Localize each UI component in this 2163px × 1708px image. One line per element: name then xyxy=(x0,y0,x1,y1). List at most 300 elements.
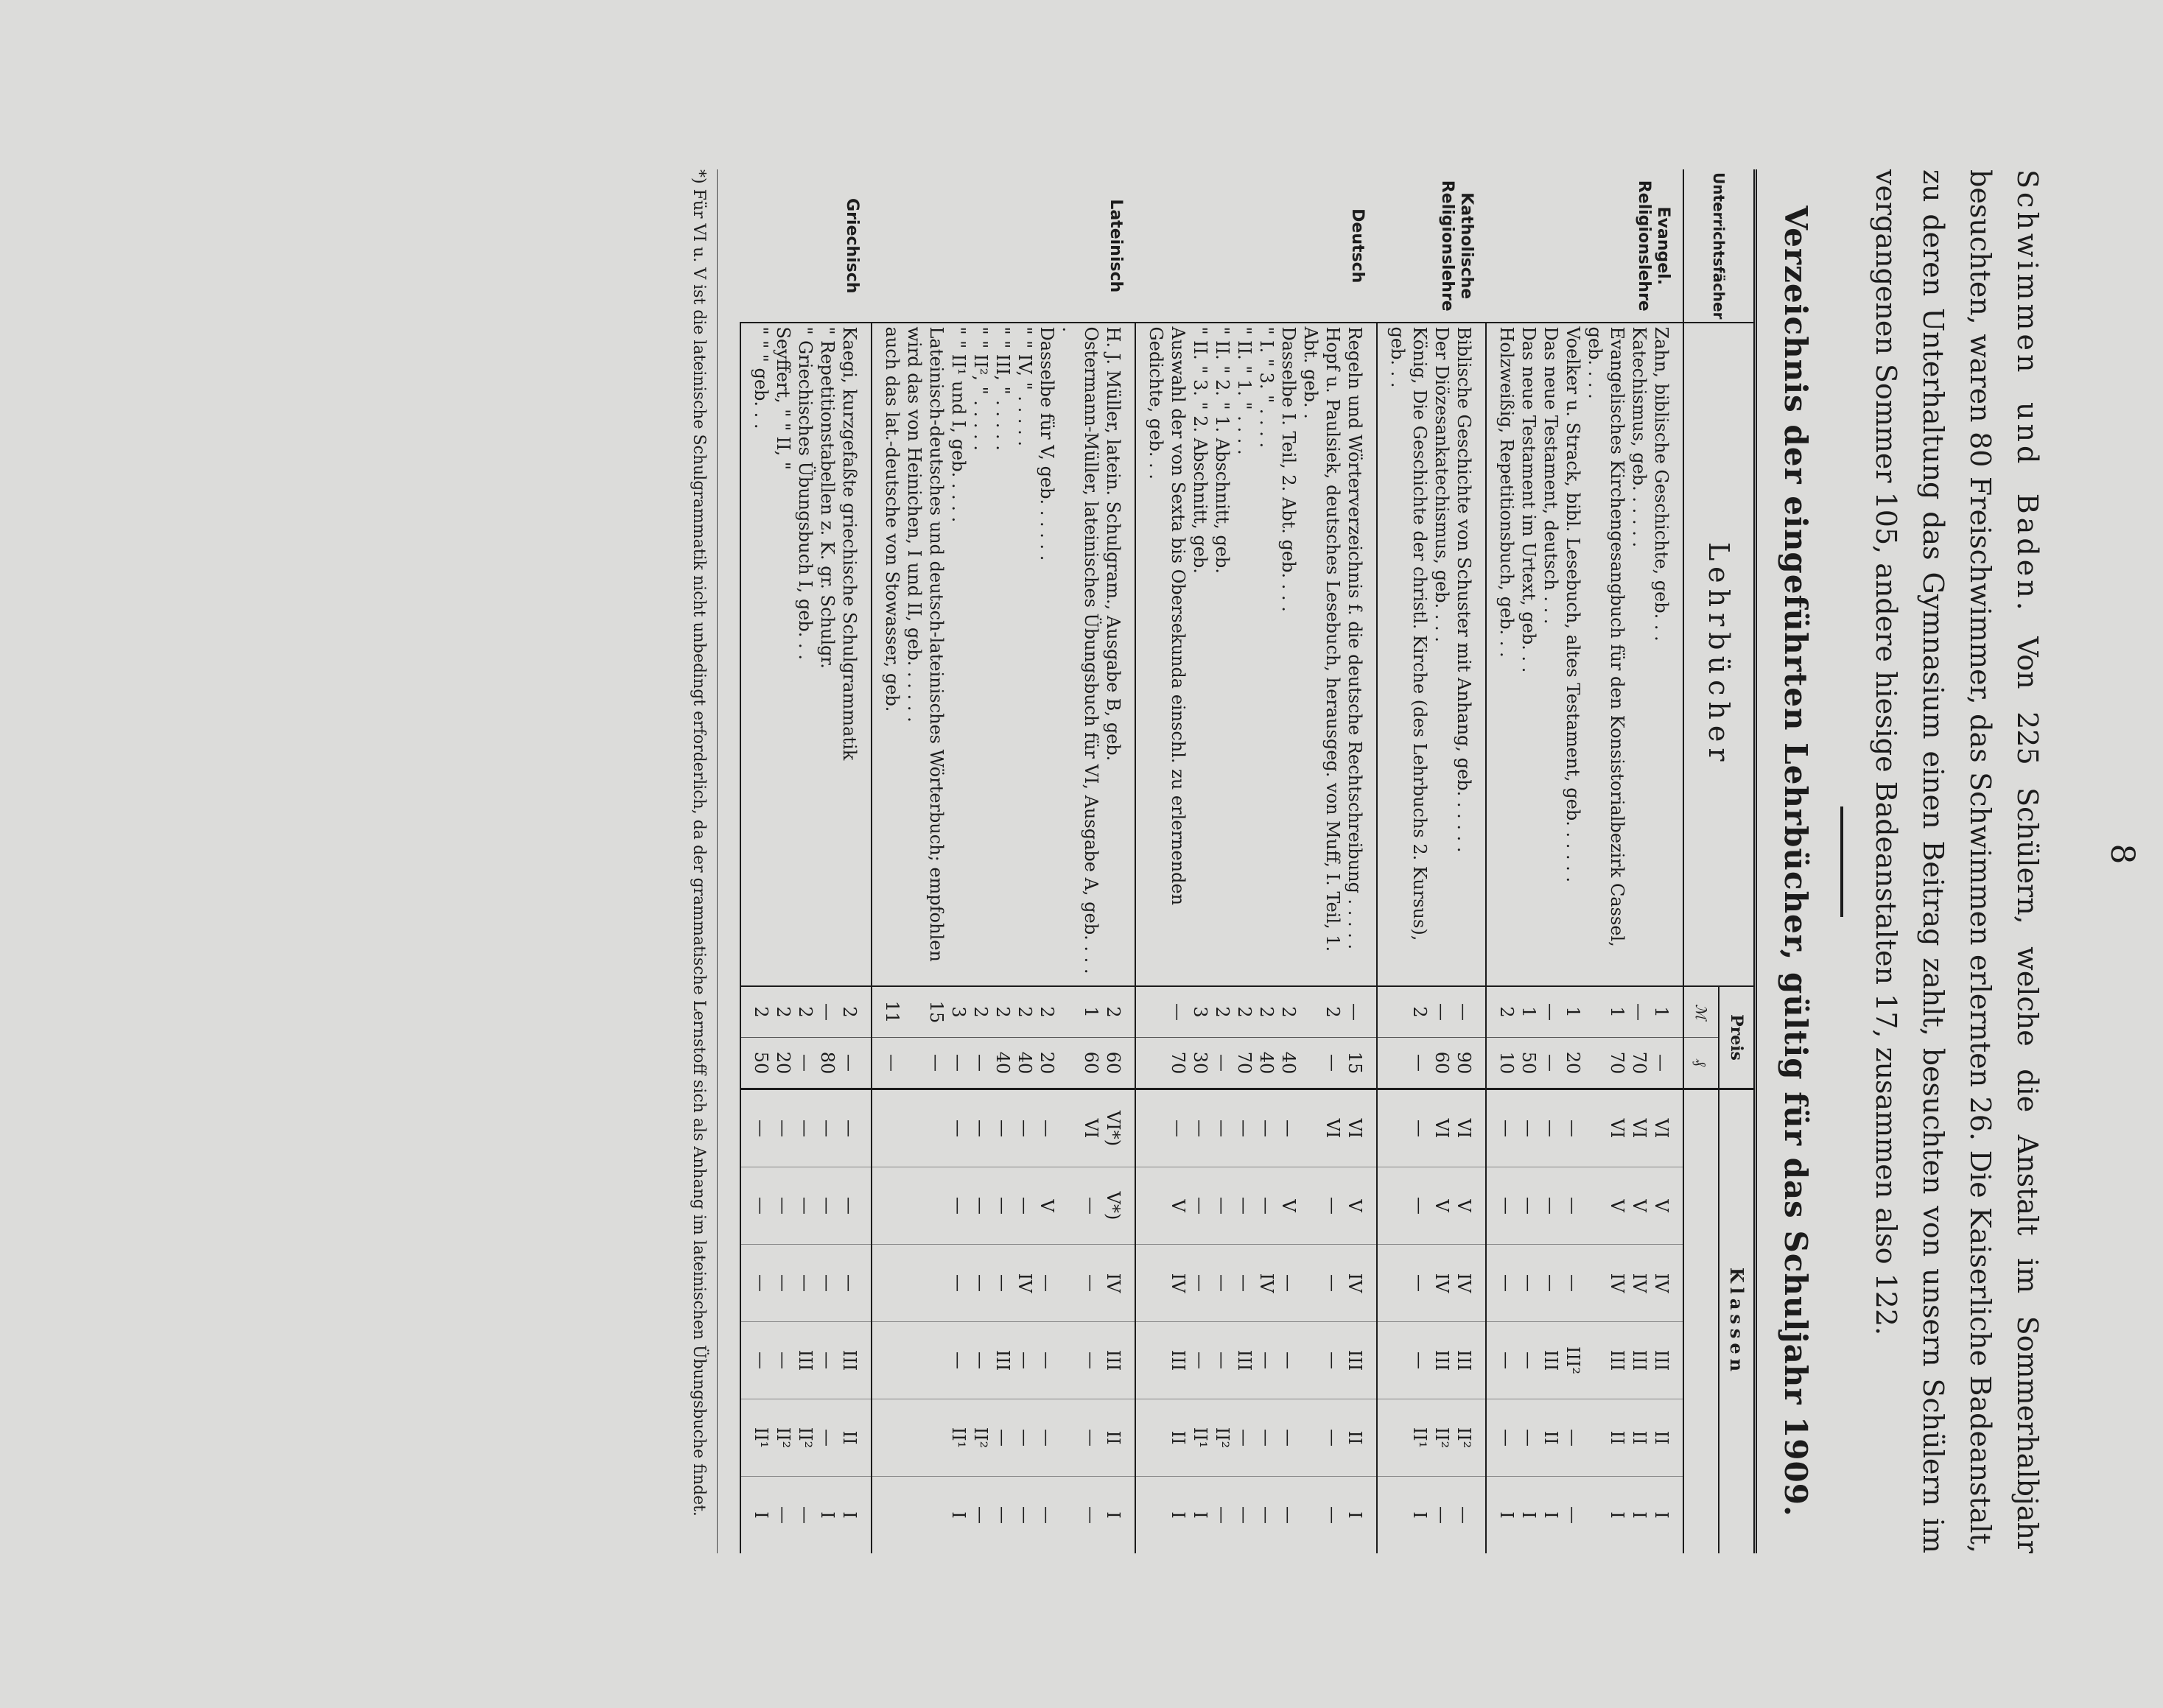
table-row xyxy=(740,169,772,1553)
class-cell: II¹ xyxy=(740,1399,772,1477)
intro-paragraph xyxy=(1862,169,2051,1553)
class-cell: II² xyxy=(1431,1399,1453,1477)
class-cell: IV xyxy=(1650,1245,1683,1322)
class-cell: IV xyxy=(1344,1245,1377,1322)
price-mark-cell: 1 xyxy=(1518,986,1540,1038)
table-row xyxy=(1036,169,1058,1553)
price-mark-cell: 2 xyxy=(794,986,816,1038)
class-cell: II xyxy=(1102,1399,1135,1477)
table-row xyxy=(772,169,794,1553)
class-cell: — xyxy=(772,1089,794,1167)
class-cell: — xyxy=(1036,1245,1058,1322)
price-pfennig-cell: 40 xyxy=(1255,1038,1277,1089)
table-row xyxy=(992,169,1014,1553)
class-cell: II² xyxy=(1453,1399,1486,1477)
class-cell: III xyxy=(794,1322,816,1399)
section-separator xyxy=(1840,806,1843,917)
price-mark-cell: — xyxy=(1344,986,1377,1038)
book-title-cell: Seyffert, " " II, " xyxy=(772,323,794,986)
class-cell: — xyxy=(740,1167,772,1245)
price-pfennig-cell: 20 xyxy=(772,1038,794,1089)
class-cell: — xyxy=(1518,1089,1540,1167)
book-title-cell: " Repetitionstabellen z. K. gr. Schulgr. xyxy=(816,323,838,986)
class-cell: I xyxy=(1518,1511,1539,1519)
class-cell: — xyxy=(1233,1245,1255,1322)
class-cell: I xyxy=(740,1477,772,1554)
class-cell: I xyxy=(817,1511,838,1519)
price-pfennig-cell: — xyxy=(1650,1038,1683,1089)
table-row xyxy=(1058,169,1102,1553)
class-cell: — xyxy=(970,1089,992,1167)
class-cell: — xyxy=(947,1322,970,1399)
class-cell: — xyxy=(1377,1089,1431,1167)
table-row xyxy=(1431,169,1453,1553)
class-cell: IV xyxy=(1135,1245,1189,1322)
class-cell: II¹ xyxy=(1377,1399,1431,1477)
table-row xyxy=(1102,169,1135,1553)
class-cell: — xyxy=(992,1245,1014,1322)
class-cell: — xyxy=(970,1322,992,1399)
class-cell: — xyxy=(816,1245,838,1322)
price-pfennig-cell: — xyxy=(794,1038,816,1089)
book-title-cell: Das neue Testament im Urtext, geb. . . xyxy=(1518,323,1540,986)
price-mark-cell: — xyxy=(1540,986,1562,1038)
class-cell: VI*) xyxy=(1102,1089,1135,1167)
price-pfennig-cell: 70 xyxy=(1135,1038,1189,1089)
price-pfennig-cell: — xyxy=(872,1038,903,1089)
class-cell xyxy=(872,1089,903,1167)
class-cell: — xyxy=(1255,1322,1277,1399)
class-cell: II² xyxy=(970,1399,992,1477)
class-cell: — xyxy=(1081,1506,1101,1524)
price-mark-cell: 2 xyxy=(772,986,794,1038)
price-pfennig-cell: 60 xyxy=(1058,1038,1102,1089)
class-cell: — xyxy=(1300,1322,1344,1399)
price-mark-cell: 1 xyxy=(1650,986,1683,1038)
price-pfennig-cell: 15 xyxy=(1344,1038,1377,1089)
book-title-cell: Voelker u. Strack, bibl. Lesebuch, altes Testament, geb. . . . . . xyxy=(1562,323,1584,986)
class-cell xyxy=(903,1477,947,1554)
price-pfennig-cell: — xyxy=(1377,1038,1431,1089)
class-cell xyxy=(872,1167,903,1245)
price-mark-cell: 1 xyxy=(1584,986,1628,1038)
book-title-cell: Der Diözesankatechismus, geb. . . . xyxy=(1431,323,1453,986)
price-pfennig-cell: 70 xyxy=(1584,1038,1628,1089)
class-cell: I xyxy=(1190,1511,1210,1519)
class-cell: III xyxy=(1233,1322,1255,1399)
class-cell: II² xyxy=(772,1399,794,1477)
class-cell: — xyxy=(992,1167,1014,1245)
table-row xyxy=(1189,169,1211,1553)
class-cell: III xyxy=(1431,1322,1453,1399)
book-title-cell: H. J. Müller, latein. Schulgram., Ausgabe B, geb. xyxy=(1102,323,1135,986)
price-pfennig-cell: 50 xyxy=(740,1038,772,1089)
class-cell: — xyxy=(772,1167,794,1245)
price-pfennig-cell: — xyxy=(1211,1038,1233,1089)
header-classes: Klassen xyxy=(1719,1089,1756,1554)
class-cell: VI xyxy=(1453,1089,1486,1167)
price-mark-cell: 2 xyxy=(970,986,992,1038)
class-cell: II xyxy=(1584,1399,1628,1477)
class-cell: — xyxy=(1277,1399,1300,1477)
class-cell: IV xyxy=(1102,1245,1135,1322)
class-cell: — xyxy=(1377,1245,1431,1322)
class-cell: VI xyxy=(1584,1089,1628,1167)
class-cell: — xyxy=(740,1322,772,1399)
class-cell: — xyxy=(1300,1245,1344,1322)
book-title-cell: Holzweißig, Repetitionsbuch, geb. . . xyxy=(1486,323,1518,986)
class-cell: — xyxy=(838,1167,872,1245)
class-cell: — xyxy=(773,1506,793,1524)
price-pfennig-cell: 40 xyxy=(1277,1038,1300,1089)
price-mark-cell: 3 xyxy=(947,986,970,1038)
class-cell: — xyxy=(794,1167,816,1245)
header-subject: Unterrichtsfächer xyxy=(1683,169,1756,323)
header-books: Lehrbücher xyxy=(1683,323,1756,986)
class-cell: — xyxy=(1431,1506,1452,1524)
class-cell: II xyxy=(1344,1399,1377,1477)
class-cell: — xyxy=(794,1089,816,1167)
class-cell: — xyxy=(1563,1506,1583,1524)
class-cell: — xyxy=(740,1245,772,1322)
class-cell: — xyxy=(1540,1245,1562,1322)
class-cell: — xyxy=(1486,1245,1518,1322)
class-cell: I xyxy=(1377,1477,1431,1554)
table-row xyxy=(1300,169,1344,1553)
price-mark-cell: 2 xyxy=(1036,986,1058,1038)
price-mark-cell: 2 xyxy=(1211,986,1233,1038)
class-cell: — xyxy=(970,1167,992,1245)
table-row xyxy=(1277,169,1300,1553)
table-row xyxy=(1135,169,1189,1553)
class-cell: — xyxy=(1211,1322,1233,1399)
book-title-cell: " II. " 3. " 2. Abschnitt, geb. xyxy=(1189,323,1211,986)
class-cell: II² xyxy=(1211,1399,1233,1477)
table-row xyxy=(947,169,970,1553)
class-cell: — xyxy=(1277,1322,1300,1399)
class-cell: IV xyxy=(1453,1245,1486,1322)
price-mark-cell: 2 xyxy=(838,986,872,1038)
table-row xyxy=(1014,169,1036,1553)
class-cell: — xyxy=(992,1399,1014,1477)
book-title-cell: " " II², " . . . . . xyxy=(970,323,992,986)
class-cell: — xyxy=(947,1089,970,1167)
class-cell: — xyxy=(1518,1245,1540,1322)
class-cell: — xyxy=(1322,1506,1343,1524)
table-row xyxy=(1540,169,1562,1553)
table-row xyxy=(816,169,838,1553)
table-row xyxy=(1211,169,1233,1553)
class-cell: — xyxy=(992,1089,1014,1167)
book-title-cell: Kaegi, kurzgefaßte griechische Schulgrammatik xyxy=(838,323,872,986)
intro-lead: Schwimmen und Baden. xyxy=(2011,169,2044,614)
class-cell: — xyxy=(1562,1399,1584,1477)
class-cell: — xyxy=(1277,1089,1300,1167)
price-pfennig-cell: 90 xyxy=(1453,1038,1486,1089)
class-cell: III xyxy=(1584,1322,1628,1399)
book-title-cell: " Griechisches Übungsbuch I, geb. . . xyxy=(794,323,816,986)
class-cell: — xyxy=(1211,1089,1233,1167)
price-pfennig-cell: — xyxy=(947,1038,970,1089)
price-mark-cell: 2 xyxy=(1377,986,1431,1038)
class-cell: VI xyxy=(1300,1089,1344,1167)
class-cell xyxy=(903,1399,947,1477)
class-cell: I xyxy=(1607,1511,1627,1519)
class-cell: II xyxy=(1540,1399,1562,1477)
book-title-cell: " " " geb. . . xyxy=(740,323,772,986)
class-cell: — xyxy=(1014,1089,1036,1167)
class-cell: — xyxy=(1233,1089,1255,1167)
price-pfennig-cell: 20 xyxy=(1036,1038,1058,1089)
class-cell: — xyxy=(1540,1167,1562,1245)
price-mark-cell: 2 xyxy=(1255,986,1277,1038)
price-mark-cell: 2 xyxy=(740,986,772,1038)
class-cell: — xyxy=(1036,1399,1058,1477)
book-title-cell: Das neue Testament, deutsch . . . xyxy=(1540,323,1562,986)
class-cell: — xyxy=(1036,1089,1058,1167)
book-title-cell: Zahn, biblische Geschichte, geb. . . xyxy=(1650,323,1683,986)
class-cell: III xyxy=(1102,1322,1135,1399)
class-cell: V xyxy=(1584,1167,1628,1245)
class-cell: VI xyxy=(1058,1089,1102,1167)
class-cell: V xyxy=(1135,1167,1189,1245)
class-cell: II¹ xyxy=(947,1399,970,1477)
table-row xyxy=(1584,169,1628,1553)
class-cell: V xyxy=(1277,1167,1300,1245)
class-cell: — xyxy=(816,1399,838,1477)
price-pfennig-cell: 80 xyxy=(816,1038,838,1089)
class-cell: — xyxy=(1058,1322,1102,1399)
class-cell: II xyxy=(838,1399,872,1477)
class-cell: IV xyxy=(1255,1245,1277,1322)
class-cell: — xyxy=(1058,1167,1102,1245)
class-cell: III xyxy=(1453,1322,1486,1399)
price-mark-cell: — xyxy=(1431,986,1453,1038)
table-title: Verzeichnis der eingeführten Lehrbücher, gültig für das Schuljahr 1909. xyxy=(1778,205,1814,1517)
book-title-cell: " " III, " . . . . . xyxy=(992,323,1014,986)
class-cell: — xyxy=(1278,1506,1299,1524)
class-cell: I xyxy=(1345,1511,1365,1519)
price-mark-cell: 2 xyxy=(1233,986,1255,1038)
class-cell: III xyxy=(838,1322,872,1399)
price-mark-cell: 11 xyxy=(872,986,903,1038)
table-row xyxy=(903,169,947,1553)
class-cell: I xyxy=(948,1511,969,1519)
class-cell: II¹ xyxy=(1189,1399,1211,1477)
class-cell: — xyxy=(970,1506,991,1524)
class-cell: — xyxy=(1518,1167,1540,1245)
class-cell xyxy=(903,1322,947,1399)
class-cell: — xyxy=(838,1089,872,1167)
class-cell: III xyxy=(1540,1322,1562,1399)
class-cell: — xyxy=(1189,1089,1211,1167)
class-cell: IV xyxy=(1014,1245,1036,1322)
book-title-cell: auch das lat.-deutsche von Stowasser, geb. xyxy=(872,323,903,986)
table-row xyxy=(794,169,816,1553)
class-cell: — xyxy=(772,1322,794,1399)
price-mark-cell: 2 xyxy=(1102,986,1135,1038)
class-cell: III xyxy=(1628,1322,1650,1399)
price-mark-cell: 2 xyxy=(1300,986,1344,1038)
table-row xyxy=(1233,169,1255,1553)
class-cell xyxy=(872,1477,903,1554)
header-mark: ℳ xyxy=(1683,986,1719,1038)
class-cell xyxy=(903,1089,947,1167)
price-mark-cell: 3 xyxy=(1189,986,1211,1038)
table-row xyxy=(838,169,872,1553)
header-price: Preis xyxy=(1719,986,1756,1089)
class-cell: II xyxy=(1650,1399,1683,1477)
class-cell: — xyxy=(1540,1089,1562,1167)
class-cell: VI xyxy=(1650,1089,1683,1167)
class-cell: — xyxy=(1486,1167,1518,1245)
footnote: *) Für VI u. V ist die lateinische Schulgrammatik nicht unbedingt erforderlich, da der grammatische Lernstoff sich als Anhang im lateinischen Übungsbuche findet. xyxy=(687,169,718,1553)
subject-cell: Lateinisch xyxy=(872,169,1135,323)
subject-cell: Deutsch xyxy=(1135,169,1377,323)
class-cell: — xyxy=(1212,1506,1233,1524)
price-pfennig-cell: 40 xyxy=(992,1038,1014,1089)
book-title-cell: Katechismus, geb. . . . . . xyxy=(1628,323,1650,986)
book-title-cell: Evangelisches Kirchengesangbuch für den Konsistorialbezirk Cassel, geb. . . . xyxy=(1584,323,1628,986)
book-title-cell: Dasselbe I. Teil, 2. Abt. geb. . . . xyxy=(1277,323,1300,986)
class-cell: — xyxy=(816,1322,838,1399)
table-body xyxy=(740,169,1683,1553)
table-row xyxy=(1453,169,1486,1553)
class-cell: — xyxy=(816,1089,838,1167)
class-cell xyxy=(872,1322,903,1399)
class-cell: — xyxy=(1014,1506,1035,1524)
class-cell: I xyxy=(839,1511,860,1519)
book-title-cell: " " II¹ und I, geb. . . . . xyxy=(947,323,970,986)
class-cell: — xyxy=(1014,1399,1036,1477)
class-cell: — xyxy=(1518,1322,1540,1399)
class-cell: — xyxy=(1255,1167,1277,1245)
class-cell: — xyxy=(1486,1399,1518,1477)
class-cell xyxy=(903,1167,947,1245)
book-title-cell: Hopf u. Paulsiek, deutsches Lesebuch, herausgeg. von Muff, I. Teil, 1. Abt. geb. . xyxy=(1300,323,1344,986)
class-cell: — xyxy=(1255,1399,1277,1477)
price-pfennig-cell: — xyxy=(903,1038,947,1089)
table-row xyxy=(1255,169,1277,1553)
price-pfennig-cell: 70 xyxy=(1233,1038,1255,1089)
textbook-table xyxy=(740,169,1757,1553)
class-cell: — xyxy=(1454,1506,1474,1524)
price-mark-cell: 2 xyxy=(1486,986,1518,1038)
price-pfennig-cell: — xyxy=(1540,1038,1562,1089)
class-cell: — xyxy=(1014,1322,1036,1399)
class-cell: — xyxy=(1189,1167,1211,1245)
class-cell: VI xyxy=(1628,1089,1650,1167)
class-cell: — xyxy=(1211,1245,1233,1322)
class-cell: — xyxy=(1233,1167,1255,1245)
class-cell: — xyxy=(1562,1245,1584,1322)
price-pfennig-cell: 10 xyxy=(1486,1038,1518,1089)
class-cell: — xyxy=(1037,1506,1057,1524)
class-cell: — xyxy=(1277,1245,1300,1322)
class-cell: — xyxy=(1562,1167,1584,1245)
intro-text: Von 225 Schülern, welche die Anstalt im Sommerhalbjahr besuchten, waren 80 Freischwimmer, das Schwimmen erlernten 26. Die Kaiserliche Badeanstalt, zu deren Unterhaltung das Gymnasium einen Beitrag zahlt, besuchten von unsern Schülern im vergangenen Sommer 105, andere hiesige Badeanstalten 17, zusammen also 122. xyxy=(1870,169,2044,1553)
price-mark-cell: — xyxy=(816,986,838,1038)
class-cell: — xyxy=(1486,1089,1518,1167)
class-cell: I xyxy=(1135,1477,1189,1554)
class-cell: — xyxy=(1234,1506,1255,1524)
class-cell: V xyxy=(1650,1167,1683,1245)
price-mark-cell: 2 xyxy=(1277,986,1300,1038)
class-cell: — xyxy=(838,1245,872,1322)
price-pfennig-cell: 60 xyxy=(1102,1038,1135,1089)
class-cell: — xyxy=(816,1167,838,1245)
price-mark-cell: — xyxy=(1628,986,1650,1038)
book-title-cell: Regeln und Wörterverzeichnis f. die deutsche Rechtschreibung . . . . . xyxy=(1344,323,1377,986)
class-cell: II² xyxy=(794,1399,816,1477)
table-row xyxy=(1518,169,1540,1553)
class-cell xyxy=(903,1245,947,1322)
class-cell: I xyxy=(1629,1511,1650,1519)
class-cell: — xyxy=(947,1245,970,1322)
class-cell: IV xyxy=(1431,1245,1453,1322)
class-cell: — xyxy=(794,1245,816,1322)
class-cell: — xyxy=(1255,1089,1277,1167)
class-cell: I xyxy=(1540,1511,1561,1519)
price-mark-cell: 15 xyxy=(903,986,947,1038)
book-title-cell: Auswahl der von Sexta bis Obersekunda einschl. zu erlernenden Gedichte, geb. . . xyxy=(1135,323,1189,986)
book-title-cell: " II. " 1. " . . . . xyxy=(1233,323,1255,986)
price-pfennig-cell: 50 xyxy=(1518,1038,1540,1089)
class-cell: IV xyxy=(1584,1245,1628,1322)
price-mark-cell: 1 xyxy=(1058,986,1102,1038)
table-row xyxy=(1377,169,1431,1553)
class-cell: V xyxy=(1036,1167,1058,1245)
subject-cell: Evangel. Religionslehre xyxy=(1486,169,1683,323)
price-pfennig-cell: — xyxy=(1300,1038,1344,1089)
class-cell: V xyxy=(1453,1167,1486,1245)
class-cell: III xyxy=(1135,1322,1189,1399)
class-cell: V*) xyxy=(1102,1167,1135,1245)
class-cell: III xyxy=(1344,1322,1377,1399)
class-cell: III² xyxy=(1562,1322,1584,1399)
class-cell: — xyxy=(772,1245,794,1322)
price-mark-cell: 2 xyxy=(992,986,1014,1038)
book-title-cell: " II. " 2. " 1. Abschnitt, geb. xyxy=(1211,323,1233,986)
class-cell: V xyxy=(1344,1167,1377,1245)
class-cell: VI xyxy=(1344,1089,1377,1167)
class-cell: — xyxy=(1256,1506,1277,1524)
book-title-cell: Ostermann-Müller, lateinisches Übungsbuch für VI, Ausgabe A, geb. . . . . xyxy=(1058,323,1102,986)
class-cell: — xyxy=(1189,1322,1211,1399)
class-cell: IV xyxy=(1628,1245,1650,1322)
price-pfennig-cell: — xyxy=(838,1038,872,1089)
table-row xyxy=(1628,169,1650,1553)
class-cell: III xyxy=(1650,1322,1683,1399)
class-cell: — xyxy=(1058,1245,1102,1322)
class-cell: II xyxy=(1628,1399,1650,1477)
class-cell: — xyxy=(1377,1322,1431,1399)
class-cell: — xyxy=(970,1245,992,1322)
class-cell: VI xyxy=(1431,1089,1453,1167)
class-cell: V xyxy=(1628,1167,1650,1245)
table-row xyxy=(970,169,992,1553)
book-title-cell: " I. " 3. " . . . . xyxy=(1255,323,1277,986)
book-title-cell: Lateinisch-deutsches und deutsch-lateinisches Wörterbuch; empfohlen wird das von Heinichen, I und II, geb. . . . . . xyxy=(903,323,947,986)
book-title-cell: König, Die Geschichte der christl. Kirche (des Lehrbuchs 2. Kursus), geb. . . xyxy=(1377,323,1431,986)
header-pfennig: ₰ xyxy=(1683,1038,1719,1089)
class-cell: — xyxy=(1300,1399,1344,1477)
class-cell: III xyxy=(992,1322,1014,1399)
price-mark-cell: — xyxy=(1453,986,1486,1038)
subject-cell: Katholische Religionslehre xyxy=(1377,169,1486,323)
class-cell: — xyxy=(1036,1322,1058,1399)
class-cell: — xyxy=(1189,1245,1211,1322)
